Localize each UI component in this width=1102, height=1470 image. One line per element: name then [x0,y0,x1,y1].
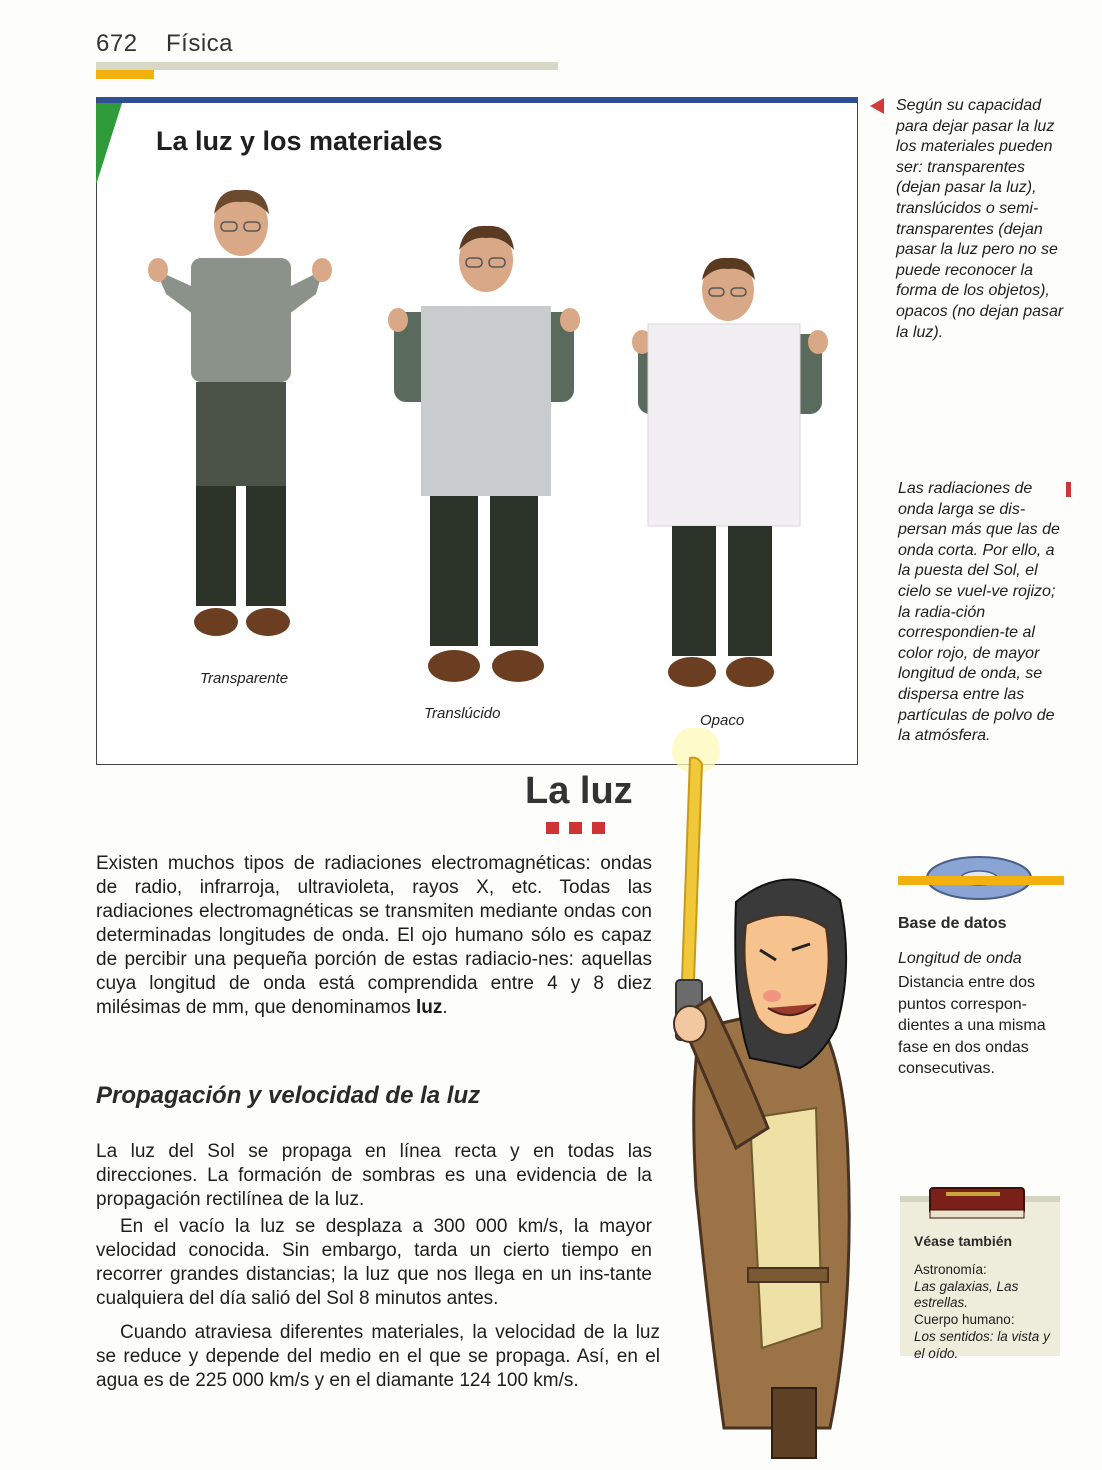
intro-paragraph [96,852,652,1020]
see-also-item-link[interactable]: Las galaxias, Las estrellas. [914,1278,1019,1311]
book-icon [926,1180,1030,1224]
heading-square-icon [569,822,582,834]
figure-corner-accent [96,103,122,185]
subheading-propagation: Propagación y velocidad de la luz [96,1082,481,1109]
see-also-item-label: Astronomía: [914,1262,987,1277]
intro-end: . [442,997,448,1018]
database-definition: Distancia entre dos puntos correspon-dientes a una misma fase en dos ondas consecutivas. [898,974,1046,1077]
see-also-list [914,1262,1054,1362]
caption-translucent: Translúcido [424,705,501,722]
database-term: Longitud de onda [898,950,1022,967]
jedi-illustration [640,728,900,1468]
database-accent [898,876,1064,885]
heading-square-icon [592,822,605,834]
photo-transparent-material [138,186,338,646]
photo-opaque-material [632,254,832,692]
left-arrow-icon [870,98,884,114]
see-also-item-link[interactable]: Los sentidos: la vista y el oído. [914,1328,1050,1361]
heading-square-icon [546,822,559,834]
intro-bold-term: luz [415,997,443,1018]
caption-transparent: Transparente [200,670,289,687]
header-accent [96,70,154,79]
paragraph-propagation-1: La luz del Sol se propaga en línea recta y en todas las direcciones. La formación de sombras es una evidencia de la propagación rectilínea de la luz. [96,1141,652,1210]
see-also-title: Véase también [914,1233,1013,1249]
section-title: Física [166,30,234,57]
database-title: Base de datos [898,915,1007,932]
intro-text: Existen muchos tipos de radiaciones electromagnéticas: ondas de radio, infrarroja, ultravioleta, rayos X, etc. Todas las radiaciones electromagnéticas se transmiten mediante ondas con determinadas longitudes de onda. El ojo humano sólo es capaz de percibir una pequeña porción de estas radiacio-nes: aquellas cuya longitud de onda está comprendida entre 4 y 8 diez milésimas de mm, que denominamos [96,853,652,1018]
paragraph-propagation-3: Cuando atraviesa diferentes materiales, la velocidad de la luz se reduce y depende del medio en el que se propaga. Así, en el agua es de 225 000 km/s y en el diamante 124 100 km/s. [96,1322,660,1391]
photo-translucent-material [384,222,584,690]
paragraph-propagation-2: En el vacío la luz se desplaza a 300 000 km/s, la mayor velocidad conocida. Sin embargo, tarda un cierto tiempo en recorrer grandes distancias; la luz que nos llega en un ins-tante cualquiera del día salió del Sol 8 minutos antes. [96,1216,652,1309]
caption-opaque: Opaco [700,712,745,729]
side-note-materials: Según su capacidad para dejar pasar la luz los materiales pueden ser: transparentes (dejan pasar la luz), translúcidos o semi-transparentes (dejan pasar la luz pero no se puede reconocer la forma de los objetos), opacos (no dejan pasar la luz). [896,97,1064,341]
main-heading: La luz [525,770,633,812]
figure-title: La luz y los materiales [156,126,443,156]
see-also-item-label: Cuerpo humano: [914,1312,1015,1328]
page-number: 672 [96,30,138,57]
header-rule [96,62,558,70]
side-note-radiation: Las radiaciones de onda larga se dis-persan más que las de onda corta. Por ello, a la puesta del Sol, el cielo se vuel-ve rojizo; la radia-ción correspondien-te al color rojo, de mayor longitud de onda, se dispersa entre las partículas de polvo de la atmósfera. [898,480,1060,745]
